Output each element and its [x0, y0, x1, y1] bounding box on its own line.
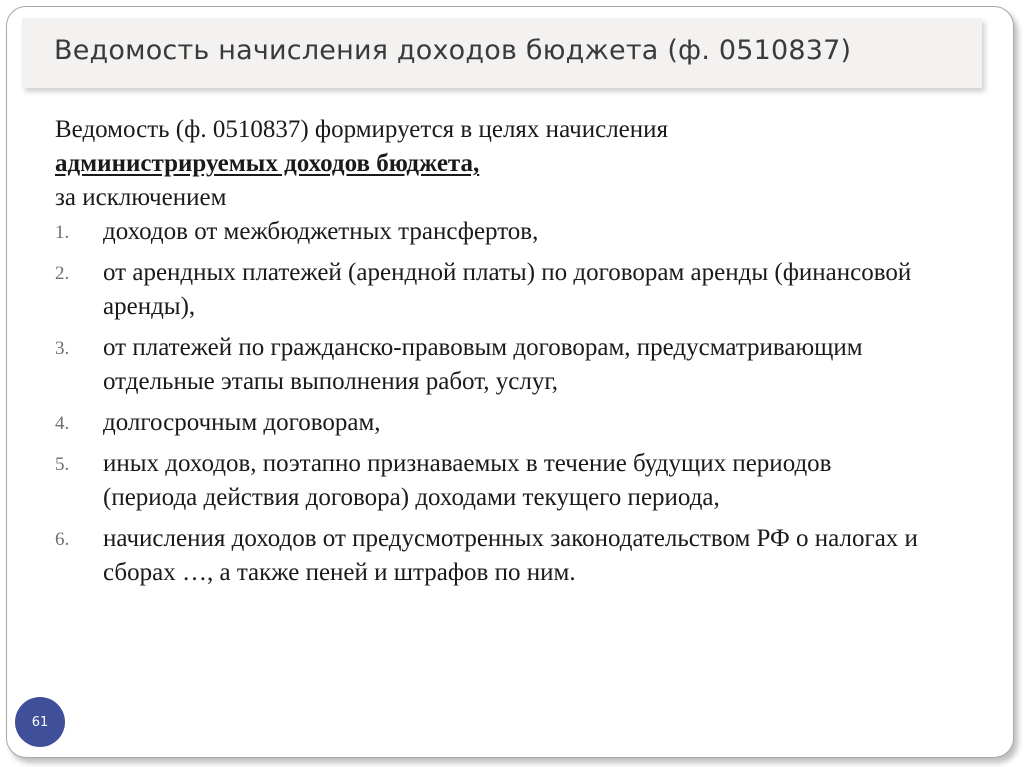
list-item [55, 522, 923, 590]
list-item-number: 5. [55, 454, 70, 475]
list-item-number: 6. [55, 529, 70, 550]
title-band [22, 18, 982, 88]
list-item-text: от платежей по гражданско-правовым договорам, предусматривающим отдельные этапы выполнения работ, услуг, [103, 334, 863, 395]
list-item-text: доходов от межбюджетных трансфертов, [103, 218, 539, 245]
slide-number: 61 [31, 714, 49, 730]
list-item [55, 331, 893, 399]
list-item [55, 447, 903, 515]
slide-title: Ведомость начисления доходов бюджета (ф. 0510837) [54, 35, 852, 66]
list-item-number: 2. [55, 263, 70, 284]
exception-list [55, 215, 955, 590]
intro-exception: за исключением [55, 184, 227, 211]
list-item [55, 215, 703, 249]
intro-emphasis: администрируемых доходов бюджета, [55, 150, 480, 177]
list-item-text: долгосрочным договорам, [103, 409, 381, 436]
list-item-text: иных доходов, поэтапно признаваемых в течение будущих периодов (периода действия договора) доходами текущего периода, [103, 450, 832, 511]
list-item-number: 4. [55, 413, 70, 434]
list-item [55, 406, 703, 440]
intro-line: Ведомость (ф. 0510837) формируется в целях начисления [55, 116, 669, 143]
list-item-number: 1. [55, 222, 70, 243]
list-item-text: от арендных платежей (арендной платы) по договорам аренды (финансовой аренды), [103, 259, 912, 320]
list-item [55, 256, 963, 324]
slide-body [55, 113, 955, 590]
list-item-text: начисления доходов от предусмотренных законодательством РФ о налогах и сборах …, а также пеней и штрафов по ним. [103, 525, 918, 586]
slide-number-badge [15, 697, 65, 747]
list-item-number: 3. [55, 338, 70, 359]
